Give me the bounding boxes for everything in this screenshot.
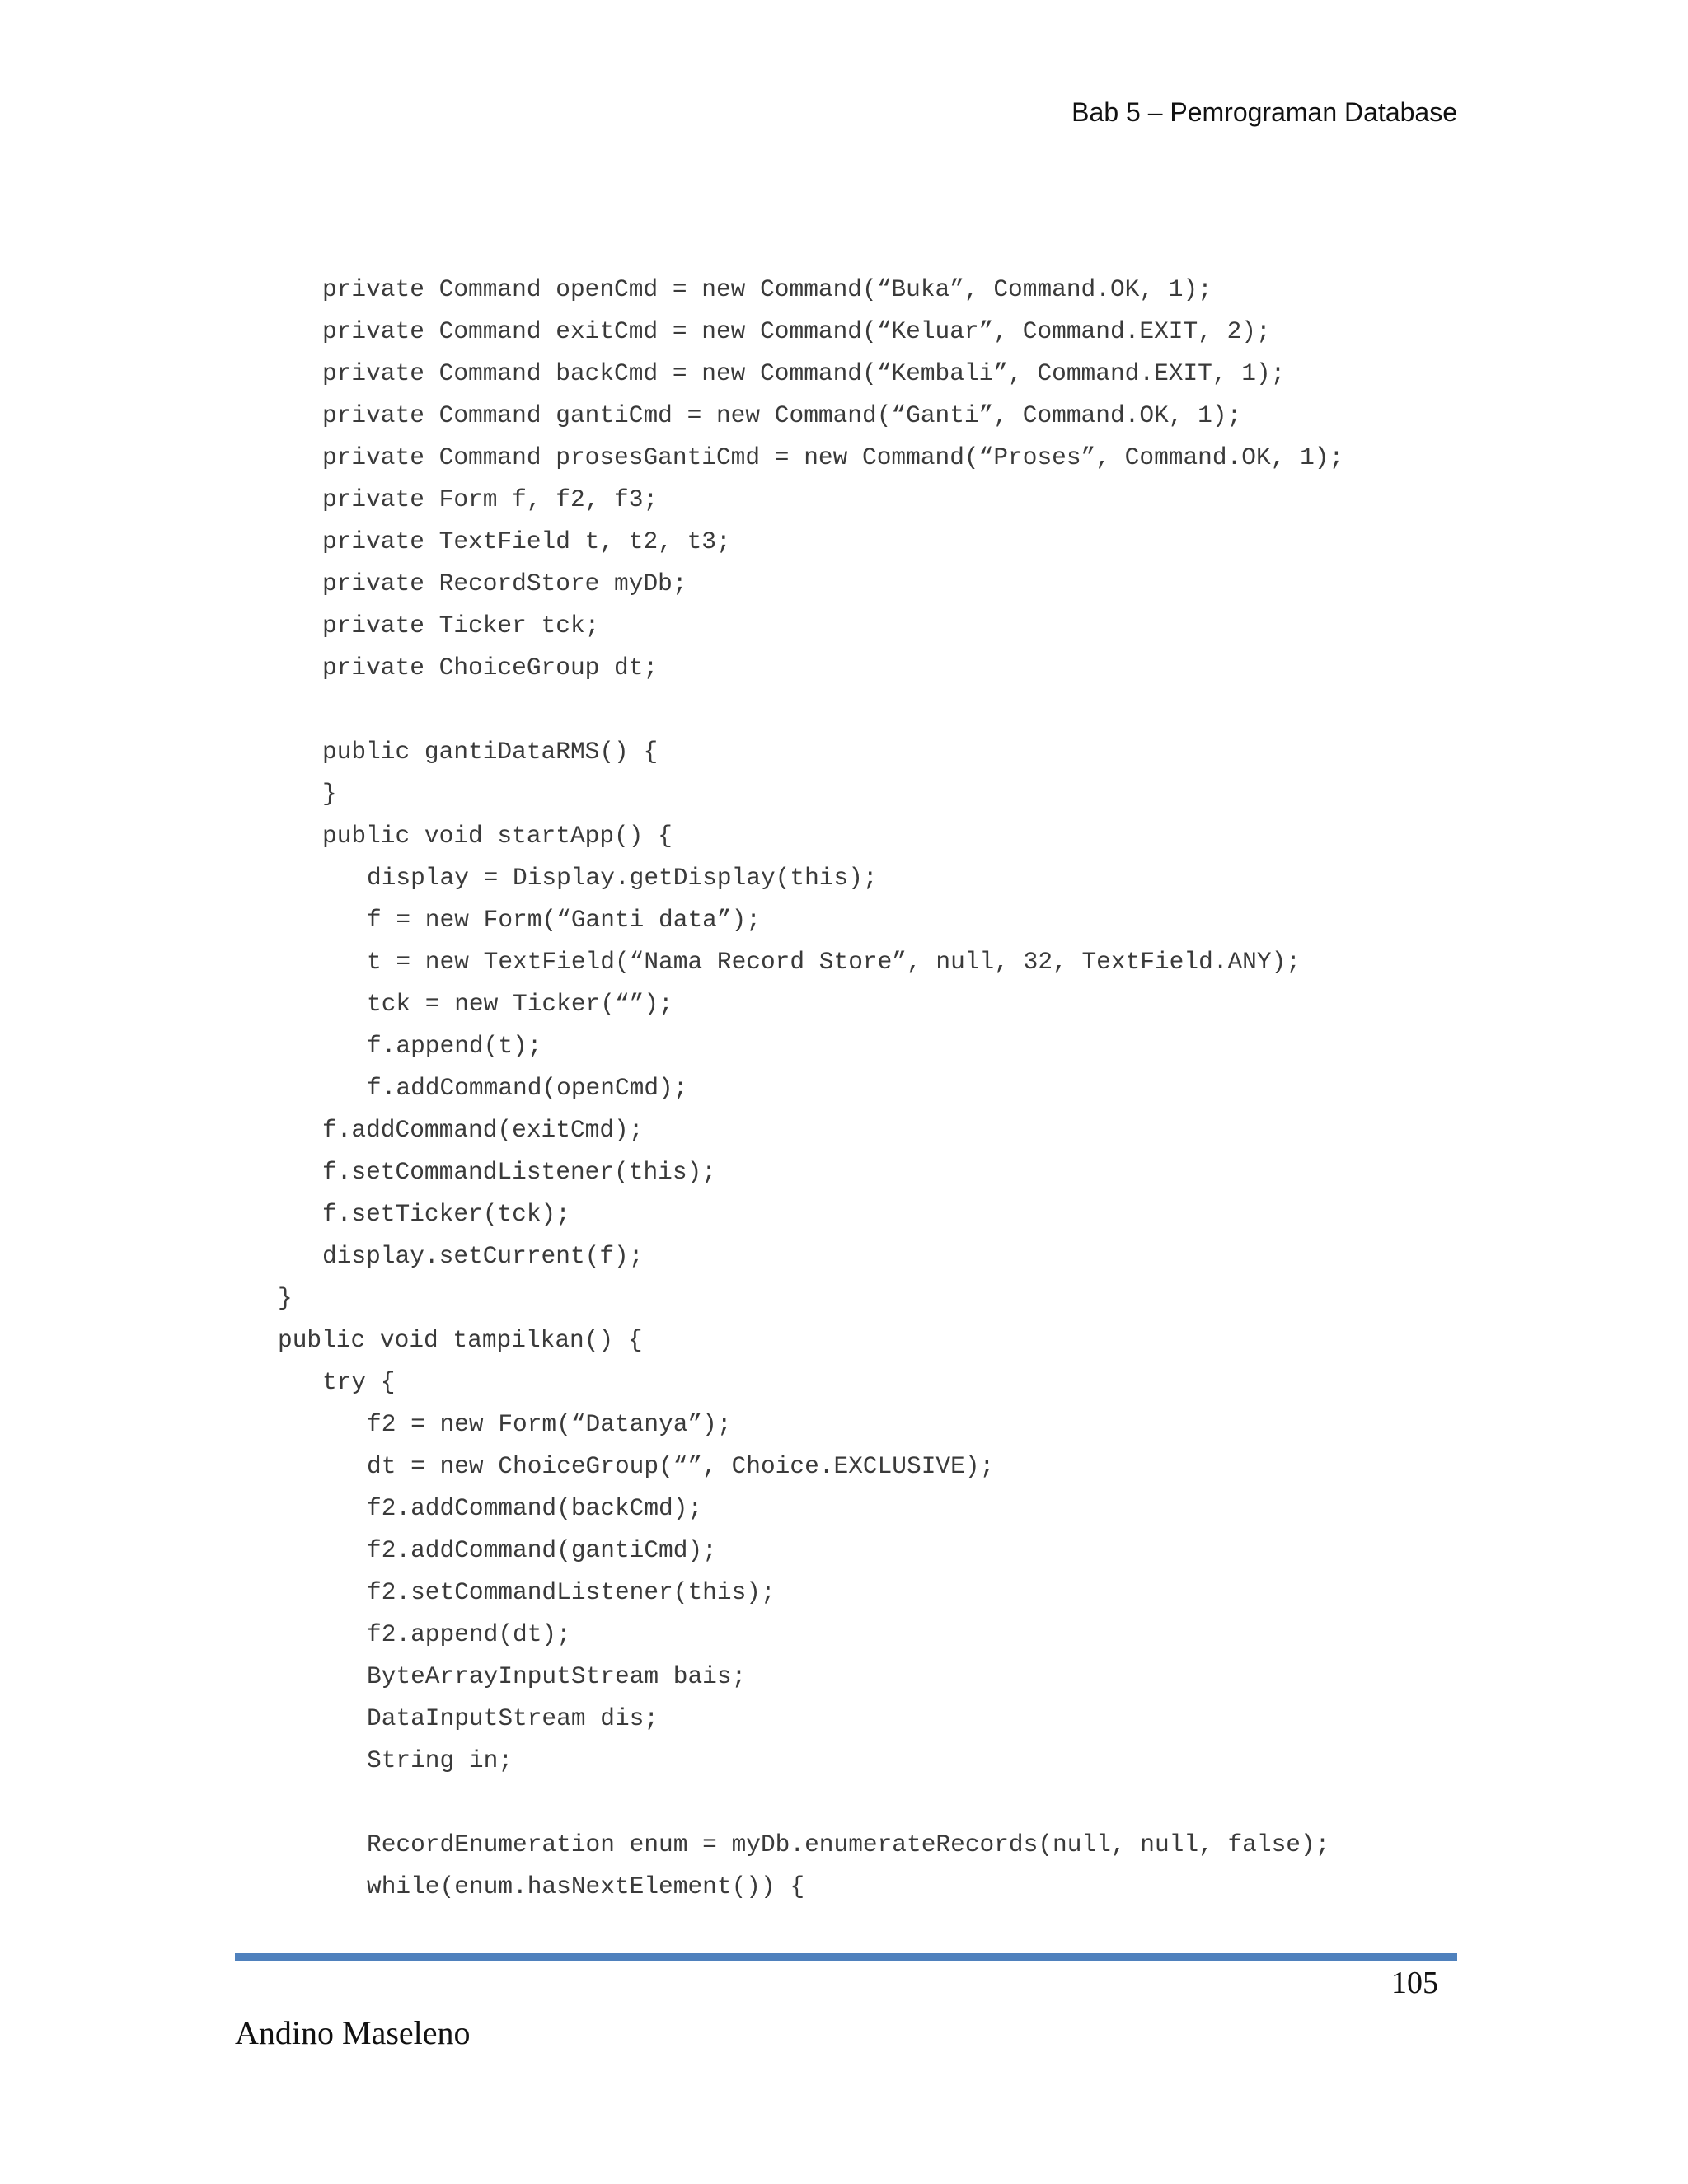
code-line: private ChoiceGroup dt; [322,654,659,682]
code-line: f2 = new Form(“Datanya”); [367,1410,732,1438]
code-line: tck = new Ticker(“”); [367,990,673,1018]
code-line: display = Display.getDisplay(this); [367,864,878,892]
code-line: private Command prosesGantiCmd = new Command(“Proses”, Command.OK, 1); [322,443,1344,471]
chapter-header: Bab 5 – Pemrograman Database [1071,97,1457,127]
code-line: f = new Form(“Ganti data”); [367,906,761,934]
code-line: public void startApp() { [322,822,673,850]
code-line: private Ticker tck; [322,612,600,640]
code-line: t = new TextField(“Nama Record Store”, null, 32, TextField.ANY); [367,948,1301,976]
code-line: private Command openCmd = new Command(“Buka”, Command.OK, 1); [322,275,1212,303]
author-name: Andino Maseleno [235,2014,471,2051]
code-line: f.addCommand(exitCmd); [322,1116,644,1144]
code-line: private Form f, f2, f3; [322,485,659,513]
page-number: 105 [1391,1966,1438,2000]
code-line: f.append(t); [367,1032,542,1060]
code-line: String in; [367,1746,513,1774]
code-line: f.addCommand(openCmd); [367,1074,688,1102]
code-line: RecordEnumeration enum = myDb.enumerateRecords(null, null, false); [367,1830,1330,1858]
code-line: f.setCommandListener(this); [322,1158,716,1186]
code-line: private Command exitCmd = new Command(“Keluar”, Command.EXIT, 2); [322,317,1271,345]
code-line: f.setTicker(tck); [322,1200,570,1228]
code-line: DataInputStream dis; [367,1704,659,1732]
code-line: display.setCurrent(f); [322,1242,644,1270]
code-line: private RecordStore myDb; [322,569,687,598]
code-line: public gantiDataRMS() { [322,738,659,766]
code-line: } [278,1284,293,1312]
code-line: private TextField t, t2, t3; [322,527,731,555]
code-line: f2.append(dt); [367,1620,571,1648]
code-line: private Command backCmd = new Command(“Kembali”, Command.EXIT, 1); [322,359,1286,387]
code-line: private Command gantiCmd = new Command(“Ganti”, Command.OK, 1); [322,401,1242,429]
code-line: } [322,780,337,808]
code-line: while(enum.hasNextElement()) { [367,1872,805,1900]
code-line: dt = new ChoiceGroup(“”, Choice.EXCLUSIVE); [367,1452,995,1480]
code-line: try { [322,1368,396,1396]
code-line: f2.addCommand(backCmd); [367,1494,703,1522]
code-line: ByteArrayInputStream bais; [367,1662,747,1690]
code-line: public void tampilkan() { [278,1326,643,1354]
code-line: f2.setCommandListener(this); [367,1578,776,1606]
footer-rule [235,1953,1457,1961]
code-line: f2.addCommand(gantiCmd); [367,1536,717,1564]
